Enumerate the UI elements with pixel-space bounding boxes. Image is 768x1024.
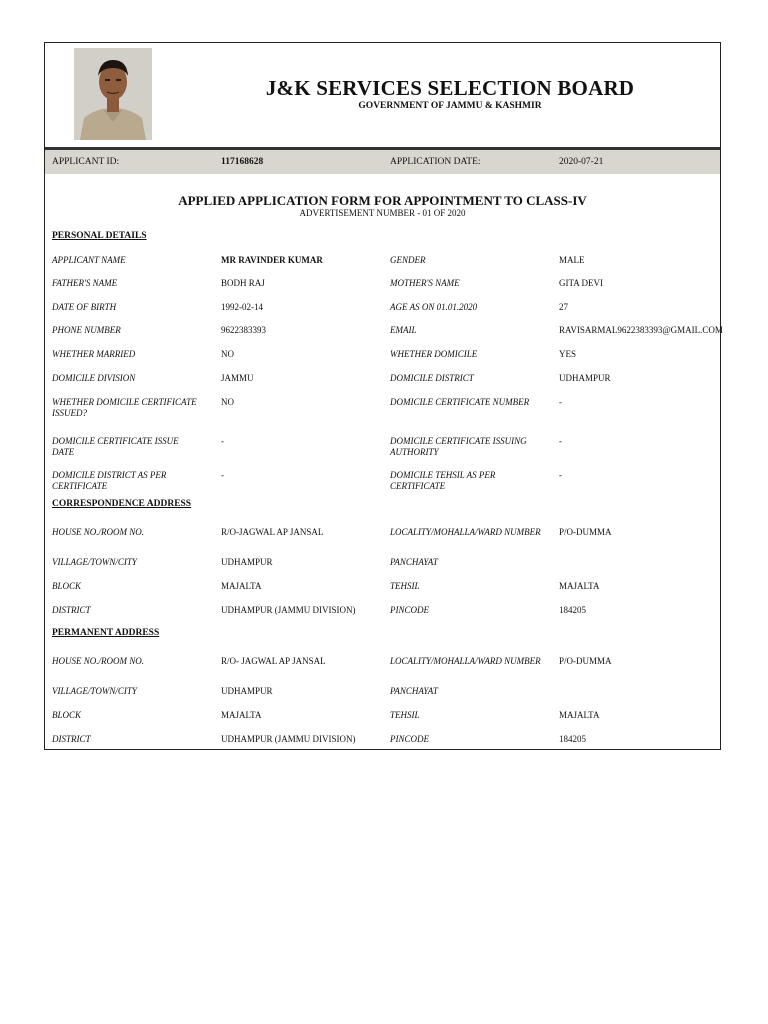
field-label: LOCALITY/MOHALLA/WARD NUMBER <box>390 656 541 666</box>
field-value: UDHAMPUR <box>559 373 611 383</box>
field-label: DATE OF BIRTH <box>52 302 117 312</box>
field-label: DOMICILE DISTRICT AS PER CERTIFICATE <box>52 470 167 491</box>
field-value: P/O-DUMMA <box>559 656 612 666</box>
field-value: - <box>221 436 224 446</box>
field-label: WHETHER DOMICILE CERTIFICATE ISSUED? <box>52 397 197 418</box>
section-heading-permanent: PERMANENT ADDRESS <box>52 628 160 638</box>
field-label: WHETHER DOMICILE <box>390 349 478 359</box>
field-label: BLOCK <box>52 710 82 720</box>
field-value: MAJALTA <box>221 581 262 591</box>
field-label: BLOCK <box>52 581 82 591</box>
field-value: YES <box>559 349 577 359</box>
section-heading-correspondence: CORRESPONDENCE ADDRESS <box>52 499 192 509</box>
field-value: 184205 <box>559 605 586 615</box>
field-label: FATHER'S NAME <box>52 278 118 288</box>
field-value: R/O-JAGWAL AP JANSAL <box>221 527 324 537</box>
application-sheet <box>44 42 721 750</box>
field-label: GENDER <box>390 255 426 265</box>
field-value: P/O-DUMMA <box>559 527 612 537</box>
field-label: DOMICILE DIVISION <box>52 373 136 383</box>
field-value: UDHAMPUR <box>221 686 273 696</box>
field-label: EMAIL <box>390 325 417 335</box>
field-label: DOMICILE CERTIFICATE ISSUING AUTHORITY <box>390 436 527 457</box>
field-label: PHONE NUMBER <box>52 325 121 335</box>
field-value: - <box>559 436 562 446</box>
org-title: J&K SERVICES SELECTION BOARD <box>265 76 635 100</box>
field-value: 1992-02-14 <box>221 302 263 312</box>
field-value: 9622383393 <box>221 325 266 335</box>
field-value: JAMMU <box>221 373 254 383</box>
field-value: UDHAMPUR (JAMMU DIVISION) <box>221 605 356 615</box>
applicant-photo <box>74 48 152 140</box>
field-label: DISTRICT <box>52 605 91 615</box>
field-label: DOMICILE CERTIFICATE NUMBER <box>390 397 530 407</box>
field-value: MALE <box>559 255 585 265</box>
field-label: WHETHER MARRIED <box>52 349 136 359</box>
application-date-value: 2020-07-21 <box>559 157 604 167</box>
field-label: DISTRICT <box>52 734 91 744</box>
field-label: APPLICANT NAME <box>52 255 126 265</box>
field-label: DOMICILE CERTIFICATE ISSUE DATE <box>52 436 179 457</box>
field-label: TEHSIL <box>390 710 420 720</box>
field-label: AGE AS ON 01.01.2020 <box>390 302 478 312</box>
field-value: - <box>559 397 562 407</box>
field-value: - <box>559 470 562 480</box>
field-label: VILLAGE/TOWN/CITY <box>52 557 137 567</box>
id-bar <box>45 150 720 174</box>
application-date-label: APPLICATION DATE: <box>390 157 481 167</box>
section-heading-personal: PERSONAL DETAILS <box>52 231 147 241</box>
field-label: HOUSE NO./ROOM NO. <box>52 527 144 537</box>
field-label: DOMICILE TEHSIL AS PER CERTIFICATE <box>390 470 496 491</box>
field-value: UDHAMPUR (JAMMU DIVISION) <box>221 734 356 744</box>
field-label: PINCODE <box>390 605 429 615</box>
org-subtitle: GOVERNMENT OF JAMMU & KASHMIR <box>358 101 542 111</box>
field-label: MOTHER'S NAME <box>390 278 460 288</box>
applicant-photo-image <box>74 48 152 140</box>
field-label: TEHSIL <box>390 581 420 591</box>
advertisement-number: ADVERTISEMENT NUMBER - 01 OF 2020 <box>299 208 466 218</box>
field-value: MAJALTA <box>559 581 600 591</box>
field-value: 184205 <box>559 734 586 744</box>
field-value: UDHAMPUR <box>221 557 273 567</box>
header <box>45 43 720 148</box>
field-label: VILLAGE/TOWN/CITY <box>52 686 137 696</box>
applicant-id-label: APPLICANT ID: <box>52 157 120 167</box>
field-value: MAJALTA <box>559 710 600 720</box>
field-label: PANCHAYAT <box>390 557 438 567</box>
field-value: RAVISARMAL9622383393@GMAIL.COM <box>559 325 723 335</box>
field-label: PINCODE <box>390 734 429 744</box>
field-value: GITA DEVI <box>559 278 604 288</box>
field-value: MAJALTA <box>221 710 262 720</box>
field-value: NO <box>221 349 234 359</box>
applicant-id-value: 117168628 <box>221 157 264 167</box>
field-value: BODH RAJ <box>221 278 265 288</box>
field-value: NO <box>221 397 234 407</box>
field-label: PANCHAYAT <box>390 686 438 696</box>
field-value: - <box>221 470 224 480</box>
field-label: HOUSE NO./ROOM NO. <box>52 656 144 666</box>
field-label: DOMICILE DISTRICT <box>390 373 474 383</box>
field-value: MR RAVINDER KUMAR <box>221 255 323 265</box>
field-value: 27 <box>559 302 568 312</box>
form-title: APPLIED APPLICATION FORM FOR APPOINTMENT TO CLASS-IV <box>178 193 587 208</box>
field-value: R/O- JAGWAL AP JANSAL <box>221 656 326 666</box>
field-label: LOCALITY/MOHALLA/WARD NUMBER <box>390 527 541 537</box>
